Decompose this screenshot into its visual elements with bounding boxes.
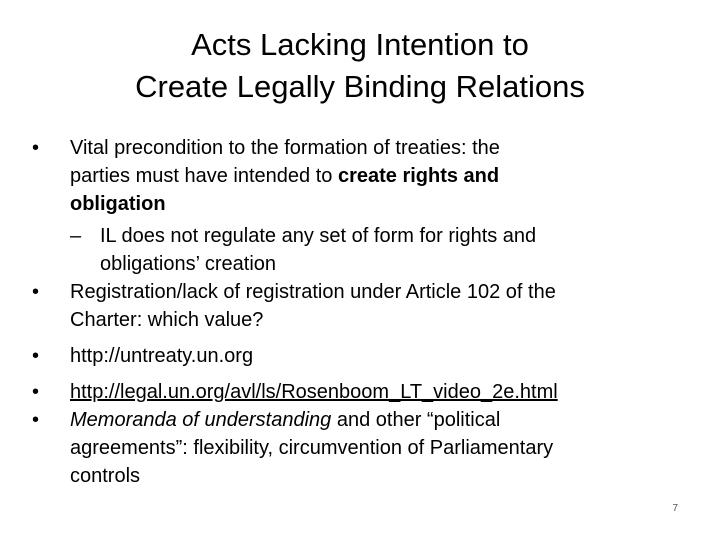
italic-text: Memoranda of understanding [70, 409, 332, 431]
bullet-item-video-link [30, 378, 690, 406]
bullet-item-memoranda [30, 406, 690, 490]
video-link[interactable]: http://legal.un.org/avl/ls/Rosenboom_LT_video_2e.html [70, 381, 558, 403]
bullet-text-line: Charter: which value? [70, 309, 264, 331]
bullet-dot: • [32, 381, 40, 403]
sub-bullet-text-line: IL does not regulate any set of form for rights and [100, 225, 537, 247]
bullet-text-line: Vital precondition to the formation of treaties: the [70, 137, 500, 159]
bullet-list [30, 134, 690, 490]
bold-text: obligation [70, 193, 166, 215]
bullet-item-untreaty [30, 342, 690, 370]
title-line-2: Create Legally Binding Relations [135, 69, 585, 104]
bullet-dot: • [32, 409, 40, 431]
bullet-text-line: Registration/lack of registration under Article 102 of the [70, 281, 556, 303]
slide-title [40, 24, 680, 108]
bullet-dot: • [32, 345, 40, 367]
bullet-dot: • [32, 281, 40, 303]
bullet-text-line: parties must have intended to create rights and [70, 165, 500, 187]
bullet-text-line: agreements”: flexibility, circumvention of Parliamentary [70, 437, 554, 459]
page-number: 7 [672, 503, 678, 514]
bullet-text-line: http://untreaty.un.org [70, 345, 254, 367]
bullet-item-registration [30, 278, 690, 334]
title-line-1: Acts Lacking Intention to [191, 27, 529, 62]
bold-text: create rights and [337, 165, 500, 187]
bullet-text-line: controls [70, 465, 141, 487]
sub-bullet-dash: – [70, 225, 82, 247]
sub-bullet-item-form [30, 222, 690, 278]
bullet-dot: • [32, 137, 40, 159]
sub-bullet-text-line: obligations’ creation [100, 253, 277, 275]
bullet-text-line: Memoranda of understanding and other “political [70, 409, 501, 431]
bullet-item-precondition [30, 134, 690, 218]
bullet-text-line [70, 190, 690, 218]
